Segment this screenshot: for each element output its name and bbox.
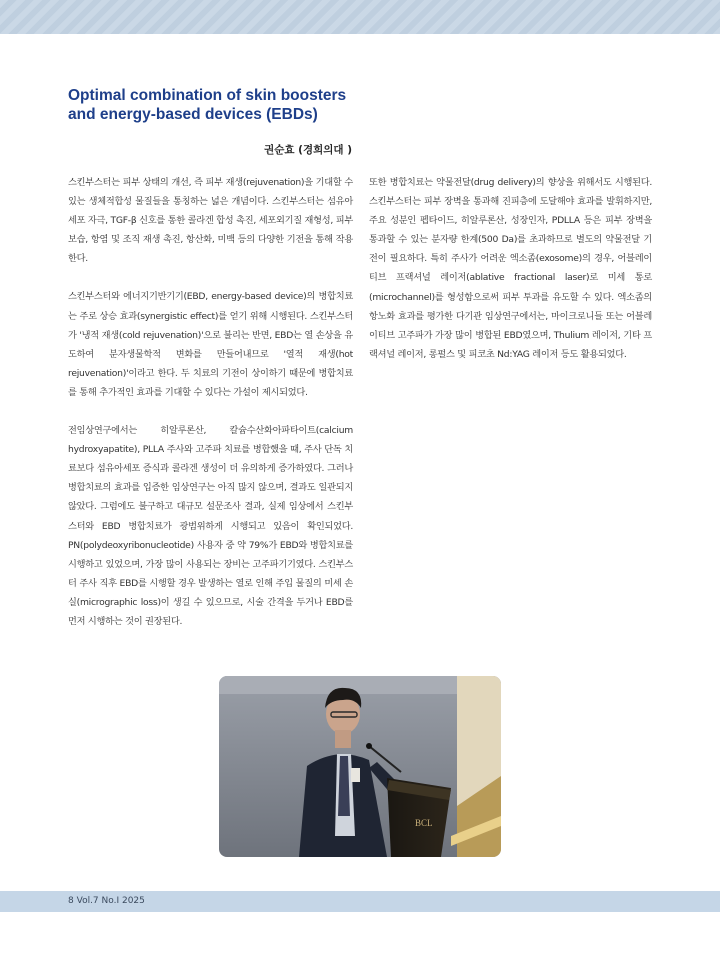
svg-text:BCL: BCL [415,818,433,828]
article-author: 권순효 (경희의대 ) [264,144,352,156]
left-column [68,173,353,650]
page-footer [68,891,145,912]
header-band [0,0,720,34]
speaker-photo [219,676,501,857]
paragraph: 또한 병합치료는 약물전달(drug delivery)의 향상을 위해서도 시행된다. 스킨부스터는 피부 장벽을 통과해 진피층에 도달해야 효과를 발휘하지만, 주요 성분인 펩타이드, 히알루론산, 성장인자, PDLLA 등은 피부 장벽을 통과할 수 있는 분자량 한계(500 Da)를 초과하므로 별도의 약물전달 기전이 필요하다. 특히 주사가 어려운 엑소좀(exosome)의 경우, 어블레이티브 프랙셔널 레이저(ablative fractional laser)로 미세 통로(microchannel)를 형성함으로써 피부 투과를 유도할 수 있다. 엑소좀의 항노화 효과를 평가한 다기관 임상연구에서는, 마이크로니들 또는 어블레이티브 고주파가 가장 많이 병합된 EBD였으며, Thulium 레이저, 기타 프랙셔널 레이저, 롱펄스 및 피코초 Nd:YAG 레이저 등도 활용되었다. [369,177,652,360]
paragraph: 스킨부스터는 피부 상태의 개선, 즉 피부 재생(rejuvenation)을 기대할 수 있는 생체적합성 물질들을 통칭하는 넓은 개념이다. 스킨부스터는 섬유아세포 자극, TGF-β 신호를 통한 콜라겐 합성 촉진, 세포외기질 재형성, 피부 보습, 항염 및 조직 재생 촉진, 항산화, 미백 등의 다양한 기전을 통해 작용한다. [68,177,353,265]
paragraph: 스킨부스터와 에너지기반기기(EBD, energy-based device)의 병합치료는 주로 상승 효과(synergistic effect)를 얻기 위해 시행된다. 스킨부스터가 '냉적 재생(cold rejuvenation)'으로 불리는 반면, EBD는 열 손상을 유도하여 분자생물학적 변화를 만들어내므로 '열적 재생(hot rejuvenation)'이라고 한다. 두 치료의 기전이 상이하기 때문에 병합치료를 통해 추가적인 효과를 기대할 수 있다는 가설이 제시되었다. [68,291,353,398]
issue-label: Vol.7 No.I 2025 [76,896,145,906]
article-title: Optimal combination of skin boosters and energy-based devices (EBDs) [68,87,347,123]
right-column [369,173,652,383]
page-number: 8 [68,896,74,906]
paragraph: 전임상연구에서는 히알루론산, 칼슘수산화아파타이트(calcium hydroxyapatite), PLLA 주사와 고주파 치료를 병합했을 때, 주사 단독 치료보다 섬유아세포 증식과 콜라겐 생성이 더 유의하게 증가하였다. 그러나 병합치료의 효과를 입증한 임상연구는 아직 많지 않으며, 결과도 일관되지 않았다. 그럼에도 불구하고 대규모 설문조사 결과, 실제 임상에서 스킨부스터와 EBD 병합치료가 광범위하게 시행되고 있음이 확인되었다. PN(polydeoxyribonucleotide) 사용자 중 약 79%가 EBD와 병합치료를 시행하고 있었으며, 가장 많이 사용되는 장비는 고주파기기였다. 스킨부스터 주사 직후 EBD를 시행할 경우 발생하는 열로 인해 주입 물질의 미세 손실(micrographic loss)이 생길 수 있으므로, 시술 간격을 두거나 EBD를 먼저 시행하는 것이 권장된다. [68,425,353,627]
